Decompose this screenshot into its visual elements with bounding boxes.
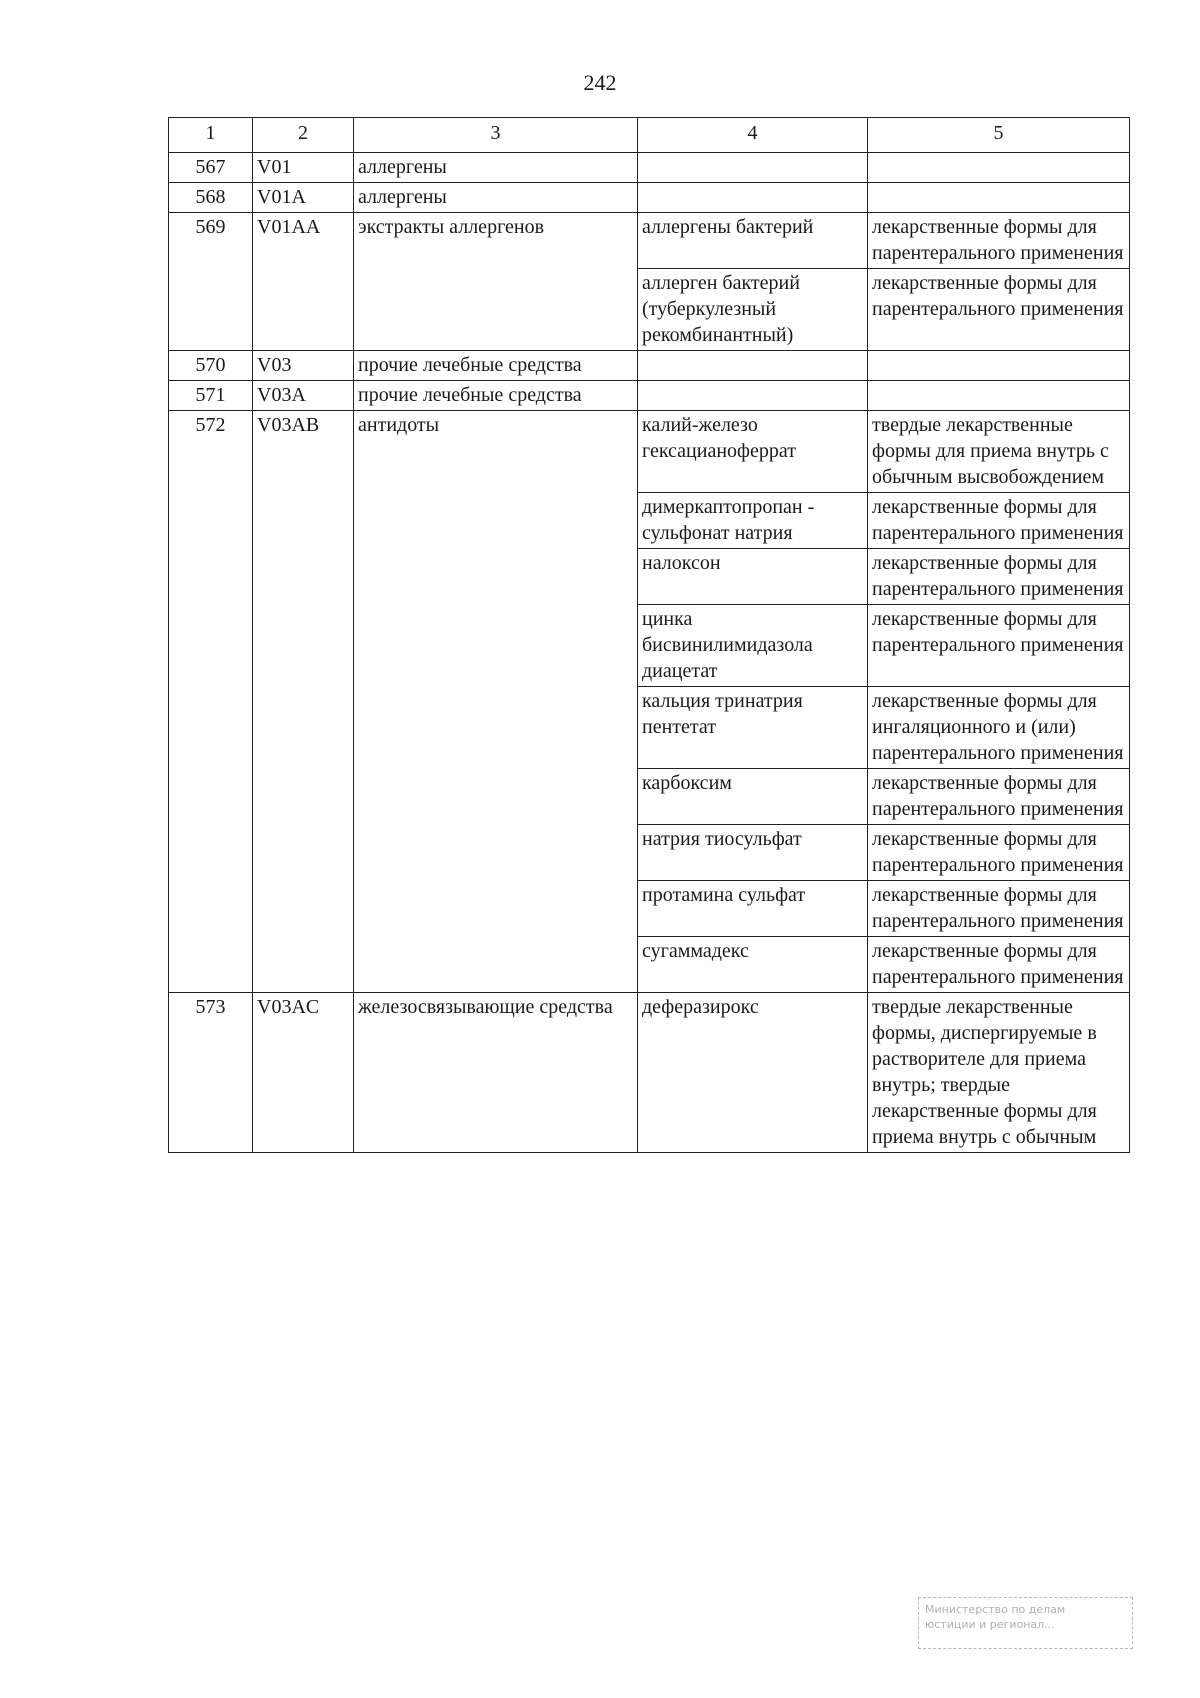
table-row — [169, 411, 1130, 493]
dosage-form — [868, 153, 1130, 183]
dosage-form: лекарственные формы для парентерального применения — [868, 937, 1130, 993]
registration-stamp — [918, 1597, 1133, 1649]
page-number: 242 — [583, 70, 617, 95]
table-row — [169, 993, 1130, 1153]
drug-name: кальция тринатрия пентетат — [638, 687, 868, 769]
group-name: прочие лечебные средства — [354, 351, 638, 381]
drug-name: натрия тиосульфат — [638, 825, 868, 881]
atc-code: V03 — [253, 351, 354, 381]
dosage-form: твердые лекарственные формы, диспергируемые в растворителе для приема внутрь; твердые лекарственные формы для приема внутрь с обычным — [868, 993, 1130, 1153]
column-header: 1 — [169, 118, 253, 153]
column-header: 3 — [354, 118, 638, 153]
dosage-form — [868, 351, 1130, 381]
drug-name — [638, 351, 868, 381]
drug-name: деферазирокс — [638, 993, 868, 1153]
group-name: аллергены — [354, 183, 638, 213]
table-row — [169, 153, 1130, 183]
group-name: аллергены — [354, 153, 638, 183]
dosage-form: лекарственные формы для парентерального применения — [868, 881, 1130, 937]
row-number: 573 — [169, 993, 253, 1153]
atc-code: V01AA — [253, 213, 354, 351]
drug-name: налоксон — [638, 549, 868, 605]
drug-list-table — [168, 117, 1130, 1153]
stamp-line: юстиции и регионал... — [925, 1618, 1055, 1631]
drug-name: калий-железо гексацианоферрат — [638, 411, 868, 493]
drug-name: карбоксим — [638, 769, 868, 825]
atc-code: V03A — [253, 381, 354, 411]
atc-code: V03AC — [253, 993, 354, 1153]
column-header: 5 — [868, 118, 1130, 153]
dosage-form — [868, 381, 1130, 411]
row-number: 569 — [169, 213, 253, 351]
stamp-line: Министерство по делам — [925, 1603, 1066, 1616]
table-row — [169, 183, 1130, 213]
group-name: железосвязывающие средства — [354, 993, 638, 1153]
row-number: 568 — [169, 183, 253, 213]
dosage-form: лекарственные формы для парентерального применения — [868, 213, 1130, 269]
table-row — [169, 213, 1130, 269]
group-name: экстракты аллергенов — [354, 213, 638, 351]
atc-code: V01A — [253, 183, 354, 213]
drug-name: сугаммадекс — [638, 937, 868, 993]
dosage-form: лекарственные формы для парентерального применения — [868, 769, 1130, 825]
drug-name — [638, 381, 868, 411]
atc-code: V03AB — [253, 411, 354, 993]
table-row — [169, 381, 1130, 411]
drug-name: аллерген бактерий (туберкулезный рекомбинантный) — [638, 269, 868, 351]
row-number: 571 — [169, 381, 253, 411]
dosage-form: лекарственные формы для парентерального применения — [868, 825, 1130, 881]
dosage-form — [868, 183, 1130, 213]
dosage-form: лекарственные формы для парентерального применения — [868, 493, 1130, 549]
column-header: 4 — [638, 118, 868, 153]
group-name: прочие лечебные средства — [354, 381, 638, 411]
row-number: 570 — [169, 351, 253, 381]
column-header: 2 — [253, 118, 354, 153]
drug-name: аллергены бактерий — [638, 213, 868, 269]
header-row — [169, 118, 1130, 153]
drug-name — [638, 153, 868, 183]
group-name: антидоты — [354, 411, 638, 993]
row-number: 572 — [169, 411, 253, 993]
dosage-form: лекарственные формы для ингаляционного и (или) парентерального применения — [868, 687, 1130, 769]
table-row — [169, 351, 1130, 381]
dosage-form: лекарственные формы для парентерального применения — [868, 549, 1130, 605]
drug-name: протамина сульфат — [638, 881, 868, 937]
dosage-form: лекарственные формы для парентерального применения — [868, 269, 1130, 351]
atc-code: V01 — [253, 153, 354, 183]
table-body — [169, 118, 1130, 1153]
row-number: 567 — [169, 153, 253, 183]
drug-name — [638, 183, 868, 213]
drug-name: цинка бисвинилимидазола диацетат — [638, 605, 868, 687]
dosage-form: лекарственные формы для парентерального применения — [868, 605, 1130, 687]
dosage-form: твердые лекарственные формы для приема внутрь с обычным высвобождением — [868, 411, 1130, 493]
drug-name: димеркаптопропан - сульфонат натрия — [638, 493, 868, 549]
